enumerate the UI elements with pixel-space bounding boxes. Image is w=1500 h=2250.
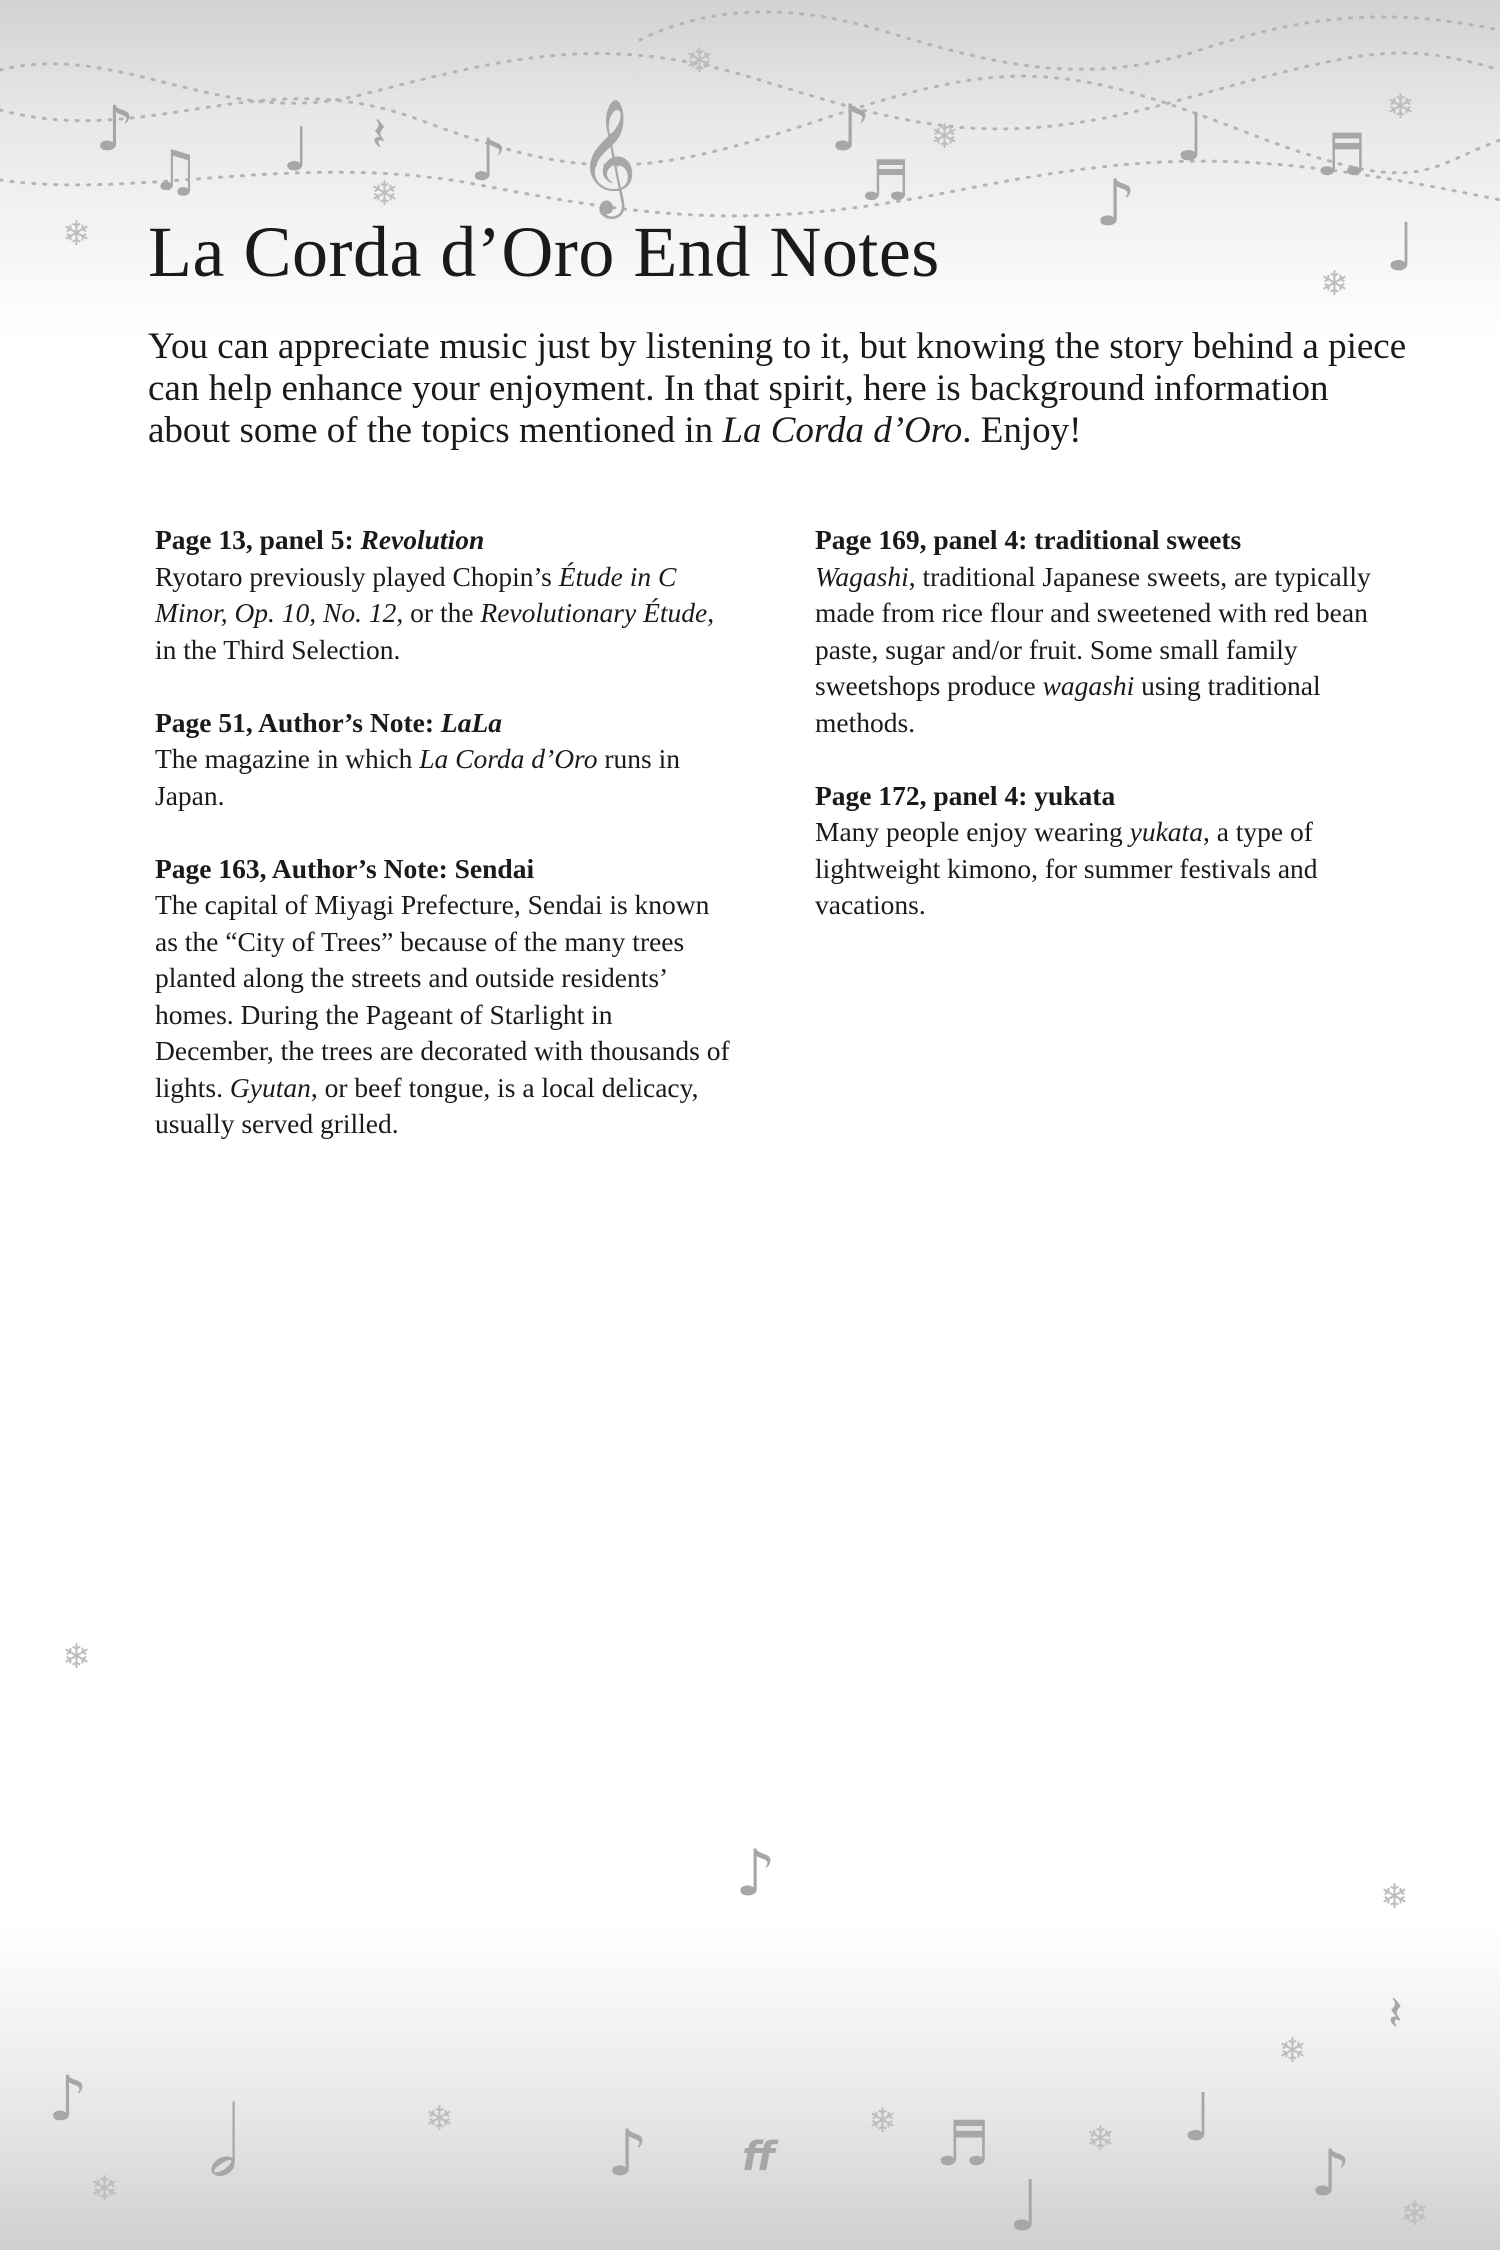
note-heading-italic: LaLa: [440, 706, 502, 738]
snowflake-icon: ❄: [1278, 2031, 1307, 2071]
snowflake-icon: ❄: [62, 1637, 91, 1677]
music-note-icon: ♩: [1182, 2079, 1214, 2156]
music-note-icon: ♩: [1008, 2165, 1042, 2247]
music-note-icon: ♪: [735, 1837, 776, 1911]
snowflake-icon: ❄: [1380, 1877, 1409, 1917]
snowflake-icon: ❄: [1086, 2119, 1115, 2159]
note-heading: [815, 778, 1395, 815]
rest-icon: 𝄽: [1388, 1986, 1403, 2042]
note-body: [815, 814, 1395, 924]
music-note-icon: ♬: [860, 149, 911, 214]
snowflake-icon: ❄: [930, 117, 959, 157]
snowflake-icon: ❄: [1400, 2194, 1429, 2234]
note-body: [155, 741, 735, 814]
note-body: [155, 559, 735, 669]
music-note-icon: ♪: [48, 2062, 88, 2135]
note-body-italic: La Corda d’Oro: [419, 743, 598, 774]
intro-text: You can appreciate music just by listening to it, but knowing the story behind a piece can help enhance your enjoyment. In that spirit, here is background information about some of the topics mentioned in: [148, 326, 1407, 451]
note-heading-text: Page 169, panel 4: traditional sweets: [815, 524, 1242, 555]
notes-right-column: [815, 522, 1395, 960]
note-body-text: runs in Japan.: [155, 743, 680, 811]
music-note-icon: 𝅗𝅥: [208, 2086, 239, 2198]
music-note-icon: ♫: [150, 139, 201, 204]
note-body-italic: Revolutionary Étude: [480, 597, 708, 628]
note-heading-text: Page 13, panel 5:: [155, 524, 361, 555]
rest-icon: 𝄽: [372, 107, 387, 161]
note-body-italic: Gyutan: [229, 1071, 311, 1103]
intro-title-italic: La Corda d’Oro: [722, 410, 963, 451]
music-note-icon: ♬: [935, 2107, 991, 2180]
music-note-icon: ♪: [1095, 167, 1136, 241]
note-body-text: The magazine in which: [155, 743, 420, 774]
music-note-icon: ♩: [1385, 209, 1417, 286]
note-body-italic: Wagashi: [815, 560, 909, 592]
note-body-italic: Étude in C Minor, Op. 10, No. 12: [155, 560, 677, 628]
note-body-italic: yukata: [1129, 816, 1203, 847]
note-yukata: [815, 778, 1395, 924]
note-sendai: [155, 851, 735, 1143]
music-note-icon: ♪: [830, 92, 871, 166]
note-heading: [155, 522, 735, 559]
note-heading: [155, 851, 735, 888]
dynamic-ff-icon: ff: [742, 2134, 776, 2180]
note-body-text: Ryotaro previously played Chopin’s: [155, 560, 559, 592]
note-traditional-sweets: [815, 522, 1395, 741]
note-heading-text: Page 172, panel 4: yukata: [815, 779, 1116, 811]
snowflake-icon: ❄: [868, 2101, 897, 2141]
dotted-wave: [0, 161, 1500, 216]
note-body: [815, 559, 1395, 742]
music-note-icon: ♪: [95, 92, 135, 165]
note-body: [155, 887, 735, 1143]
intro-paragraph: [148, 326, 1408, 452]
snowflake-icon: ❄: [90, 2169, 119, 2209]
note-heading-text: Page 51, Author’s Note:: [155, 706, 441, 738]
note-revolution: [155, 522, 735, 668]
snowflake-icon: ❄: [685, 41, 714, 81]
music-note-icon: ♬: [1315, 121, 1367, 189]
snowflake-icon: ❄: [62, 214, 91, 254]
intro-text-end: . Enjoy!: [962, 410, 1082, 451]
note-body-text: using traditional methods.: [815, 670, 1321, 738]
note-body-text: , traditional Japanese sweets, are typically made from rice flour and sweetened with red bean paste, sugar and/or fruit. Some small family sweetshops produce: [815, 560, 1371, 701]
note-body-text: , or beef tongue, is a local delicacy, usually served grilled.: [155, 1071, 699, 1139]
note-body-italic: wagashi: [1042, 670, 1135, 701]
note-body-text: Many people enjoy wearing: [815, 816, 1130, 847]
dotted-wave: [0, 76, 1500, 173]
note-body-text: , or the: [396, 597, 481, 628]
note-body-text: , in the Third Selection.: [155, 597, 715, 665]
page-title: La Corda d’Oro End Notes: [148, 212, 940, 292]
music-note-icon: ♩: [1175, 99, 1207, 176]
snowflake-icon: ❄: [1386, 87, 1415, 127]
snowflake-icon: ❄: [1320, 264, 1349, 304]
dotted-wave: [0, 53, 1500, 129]
note-heading: [815, 522, 1395, 559]
note-heading-italic: Revolution: [360, 524, 485, 555]
snowflake-icon: ❄: [425, 2099, 454, 2139]
music-note-icon: ♪: [607, 2117, 648, 2191]
music-note-icon: ♩: [282, 115, 311, 185]
music-note-icon: ♪: [1310, 2137, 1351, 2211]
music-note-icon: ♪: [470, 126, 508, 194]
note-body-text: , a type of lightweight kimono, for summer festivals and vacations.: [815, 816, 1318, 920]
note-heading-text: Page 163, Author’s Note: Sendai: [155, 852, 535, 884]
treble-clef-icon: 𝄞: [578, 97, 638, 214]
snowflake-icon: ❄: [370, 174, 399, 214]
dotted-wave: [640, 12, 1500, 69]
note-body-text: The capital of Miyagi Prefecture, Sendai is known as the “City of Trees” because of the many trees planted along the streets and outside residents’ homes. During the Pageant of Starlight in December, the trees are decorated with thousands of lights.: [155, 889, 730, 1103]
notes-left-column: [155, 522, 735, 1179]
note-heading: [155, 705, 735, 742]
note-lala: [155, 705, 735, 815]
